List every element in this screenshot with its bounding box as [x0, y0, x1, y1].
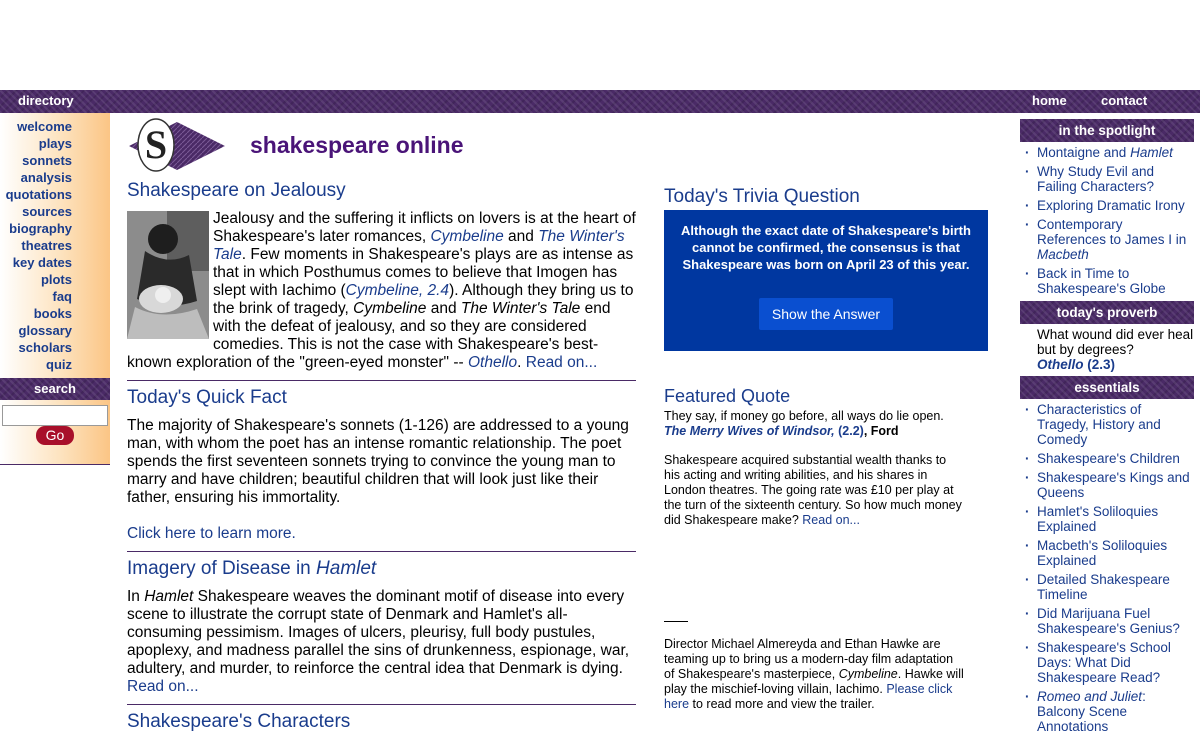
sidebar-item-books: [0, 305, 110, 322]
svg-text:S: S: [144, 122, 168, 167]
list-item: [1020, 217, 1194, 262]
divider: [127, 704, 636, 705]
essentials-heading: essentials: [1020, 376, 1194, 399]
list-item: [1020, 538, 1194, 568]
sidebar-link-quotations[interactable]: quotations: [5, 187, 72, 202]
left-sidebar: [0, 113, 110, 465]
sidebar-link-biography[interactable]: biography: [9, 221, 72, 236]
list-item: [1020, 198, 1194, 213]
money-fact-read-more[interactable]: Read on...: [802, 513, 860, 527]
sidebar-item-welcome: [0, 118, 110, 135]
news-item: Director Michael Almereyda and Ethan Hawke are teaming up to bring us a modern-day film adaptation of Shakespeare's masterpiece, Cymbeline. Hawke will play the mischief-loving villain, Iachimo. Please click here to read more and view the trailer.: [664, 637, 964, 711]
divider: [127, 551, 636, 552]
list-item: [1020, 572, 1194, 602]
disease-body: In Hamlet Shakespeare weaves the dominant motif of disease into every scene to illustrate the corrupt state of Denmark and Hamlet's all-consuming pessimism. Images of ulcers, pleurisy, full body pustules, apoplexy, and madness parallel the sins of drunkenness, espionage, war, adultery, and murder, to reinforce the central idea that Denmark is dying. Read on...: [127, 588, 630, 695]
sidebar-link-quiz[interactable]: quiz: [46, 357, 72, 372]
sidebar-item-analysis: [0, 169, 110, 186]
proverb-text: What wound did ever heal but by degrees?: [1037, 327, 1194, 357]
link-winters-tale[interactable]: The Winter's Tale: [213, 228, 625, 263]
trivia-question: Although the exact date of Shakespeare's birth cannot be confirmed, the consensus is that Shakespeare was born on April 23 of this year.: [681, 223, 971, 272]
proverb-heading: today's proverb: [1020, 301, 1194, 324]
sidebar-item-plays: [0, 135, 110, 152]
sidebar-item-plots: [0, 271, 110, 288]
spotlight-link[interactable]: Exploring Dramatic Irony: [1037, 198, 1185, 213]
othello-photo[interactable]: [127, 211, 209, 339]
section-jealousy: [127, 180, 636, 372]
jealousy-body: Jealousy and the suffering it inflicts on lovers is at the heart of Shakespeare's later romances, Cymbeline and The Winter's Tale. Few moments in Shakespeare's plays are as intense as that in which Posthumus comes to believe that Imogen has slept with Iachimo (Cymbeline, 2.4). Although they bring us to the brink of tragedy, Cymbeline and The Winter's Tale end with the defeat of jealousy, and so they are considered comedies. This is not the case with Shakespeare's best-known exploration of the "green-eyed monster" -- Othello. Read on...: [127, 210, 636, 371]
trivia-box: [664, 210, 988, 351]
list-item: [1020, 266, 1194, 296]
sidebar-link-sources[interactable]: sources: [22, 204, 72, 219]
featured-quote-title: Featured Quote: [664, 386, 791, 406]
sidebar-item-faq: [0, 288, 110, 305]
quick-fact-body: The majority of Shakespeare's sonnets (1-126) are addressed to a young man, with whom the poet has an intense romantic relationship. The poet spends the first seventeen sonnets trying to convince the young man to marry and have children; beautiful children that will look just like their father, ensuring his immortality.: [127, 417, 629, 506]
list-item: [1020, 606, 1194, 636]
spotlight-list: [1020, 142, 1194, 301]
go-button[interactable]: Go: [36, 426, 74, 445]
sidebar-item-key-dates: [0, 254, 110, 271]
sidebar-item-theatres: [0, 237, 110, 254]
link-cymbeline[interactable]: Cymbeline: [430, 228, 504, 245]
site-logo[interactable]: [127, 118, 227, 175]
disease-title[interactable]: Imagery of Disease in Hamlet: [127, 558, 377, 579]
top-nav-bar: [0, 90, 1200, 113]
featured-quote-text: They say, if money go before, all ways do lie open.: [664, 409, 944, 423]
essentials-link[interactable]: Hamlet's Soliloquies Explained: [1037, 504, 1159, 534]
quick-fact-title: Today's Quick Fact: [127, 387, 287, 408]
sidebar-item-sources: [0, 203, 110, 220]
search-input[interactable]: [2, 405, 108, 426]
nav-directory[interactable]: directory: [18, 93, 74, 108]
section-disease: [127, 558, 636, 696]
essentials-link[interactable]: Shakespeare's School Days: What Did Shakespeare Read?: [1037, 640, 1171, 685]
essentials-list: [1020, 399, 1194, 739]
news-link[interactable]: Please click here: [664, 682, 953, 711]
essentials-link[interactable]: Romeo and Juliet: Balcony Scene Annotations: [1037, 689, 1146, 734]
nav-home[interactable]: home: [1032, 93, 1067, 108]
link-cymbeline-2-4[interactable]: Cymbeline, 2.4: [345, 282, 450, 299]
sidebar-link-glossary[interactable]: glossary: [18, 323, 72, 338]
list-item: [1020, 402, 1194, 447]
essentials-link[interactable]: Detailed Shakespeare Timeline: [1037, 572, 1170, 602]
money-fact: Shakespeare acquired substantial wealth thanks to his acting and writing abilities, and his shares in London theatres. The going rate was £10 per play at the turn of the sixteenth century. So how much money did Shakespeare make? Read on...: [664, 453, 962, 527]
divider: [127, 380, 636, 381]
list-item: [1020, 451, 1194, 466]
sidebar-item-glossary: [0, 322, 110, 339]
sidebar-item-biography: [0, 220, 110, 237]
sidebar-link-analysis[interactable]: analysis: [20, 170, 72, 185]
featured-quote: [664, 386, 974, 439]
characters-title[interactable]: Shakespeare's Characters: [127, 711, 351, 732]
sidebar-item-quotations: [0, 186, 110, 203]
essentials-link[interactable]: Macbeth's Soliloquies Explained: [1037, 538, 1168, 568]
search-heading: search: [0, 378, 110, 400]
sidebar-link-plays[interactable]: plays: [38, 136, 72, 151]
proverb-source[interactable]: Othello (2.3): [1037, 357, 1116, 372]
list-item: [1020, 640, 1194, 685]
link-othello[interactable]: Othello: [468, 354, 518, 371]
essentials-link[interactable]: Characteristics of Tragedy, History and Comedy: [1037, 402, 1161, 447]
sidebar-link-books[interactable]: books: [33, 306, 72, 321]
sidebar-link-scholars[interactable]: scholars: [18, 340, 72, 355]
main-column: [127, 180, 636, 740]
list-item: [1020, 164, 1194, 194]
spotlight-link[interactable]: Montaigne and Hamlet: [1037, 145, 1173, 160]
sidebar-link-sonnets[interactable]: sonnets: [22, 153, 72, 168]
jealousy-read-more[interactable]: Read on...: [525, 354, 598, 371]
logo-diamond-icon: [127, 118, 227, 175]
disease-read-more[interactable]: Read on...: [127, 678, 199, 695]
list-item: [1020, 689, 1194, 734]
sidebar-link-plots[interactable]: plots: [40, 272, 72, 287]
essentials-link[interactable]: Shakespeare's Kings and Queens: [1037, 470, 1190, 500]
sidebar-link-key-dates[interactable]: key dates: [12, 255, 72, 270]
list-item: [1020, 470, 1194, 500]
sidebar-link-theatres[interactable]: theatres: [21, 238, 72, 253]
quick-fact-link[interactable]: Click here to learn more.: [127, 525, 296, 542]
nav-contact[interactable]: contact: [1101, 93, 1148, 108]
trivia-title: Today's Trivia Question: [664, 186, 860, 207]
essentials-link[interactable]: Shakespeare's Children: [1037, 451, 1180, 466]
sidebar-item-sonnets: [0, 152, 110, 169]
sidebar-item-quiz: [0, 356, 110, 373]
essentials-link[interactable]: Did Marijuana Fuel Shakespeare's Genius?: [1037, 606, 1180, 636]
short-divider: [664, 621, 688, 622]
list-item: [1020, 145, 1194, 160]
section-quick-fact: [127, 387, 636, 543]
right-sidebar: [1020, 119, 1194, 739]
sidebar-item-scholars: [0, 339, 110, 356]
featured-quote-source: The Merry Wives of Windsor, (2.2), Ford: [664, 424, 899, 438]
jealousy-title[interactable]: Shakespeare on Jealousy: [127, 180, 346, 201]
spotlight-link[interactable]: Contemporary References to James I in Macbeth: [1037, 217, 1187, 262]
sidebar-link-faq[interactable]: faq: [52, 289, 72, 304]
spotlight-heading: in the spotlight: [1020, 119, 1194, 142]
show-answer-button[interactable]: Show the Answer: [759, 298, 893, 330]
spotlight-link[interactable]: Back in Time to Shakespeare's Globe: [1037, 266, 1166, 296]
spotlight-link[interactable]: Why Study Evil and Failing Characters?: [1037, 164, 1155, 194]
sidebar-link-welcome[interactable]: welcome: [17, 119, 72, 134]
list-item: [1020, 504, 1194, 534]
proverb: [1020, 324, 1194, 376]
site-title: shakespeare online: [250, 132, 464, 158]
